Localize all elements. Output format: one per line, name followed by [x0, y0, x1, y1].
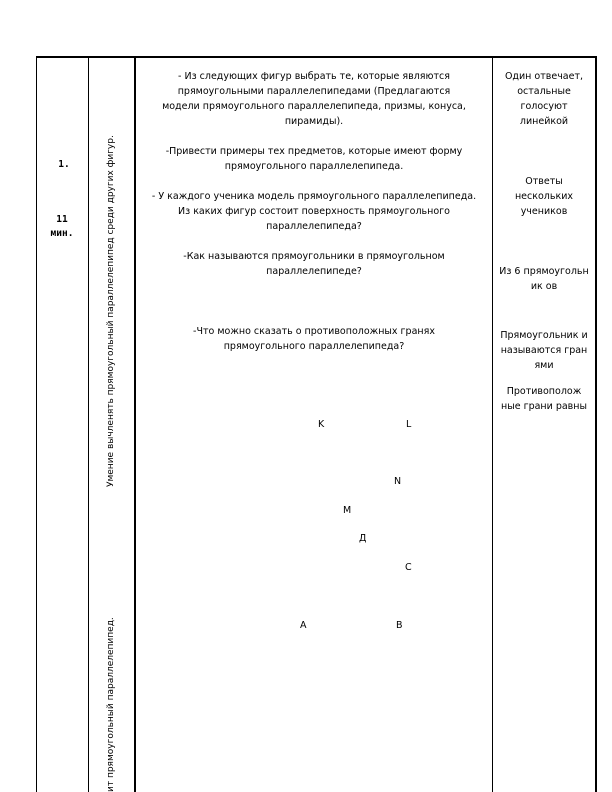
vertex-l: L: [406, 419, 412, 430]
vertex-d: Д: [359, 533, 367, 544]
column-divider: [492, 56, 493, 792]
question-3: - У каждого ученика модель прямоугольного параллелепипеда. Из каких фигур состоит поверхность прямоугольного параллелепипеда?: [151, 191, 477, 232]
column-divider: [134, 56, 136, 792]
teacher-activity: [142, 69, 486, 354]
vertex-m: M: [343, 505, 352, 516]
table-right-border: [595, 56, 597, 792]
answer-2: Ответы нескольких учеников: [514, 176, 574, 217]
skill-text-2: ит прямоугольный параллелепипед.: [106, 617, 116, 792]
table-top-border: [36, 56, 597, 58]
duration-value: 11: [56, 214, 68, 225]
answer-1: Один отвечает, остальные голосуют линейкой: [504, 71, 584, 127]
vertex-b: B: [396, 620, 403, 631]
question-1: - Из следующих фигур выбрать те, которые являются прямоугольными параллелепипедами (Предлагаются модели прямоугольного параллелепипеда, призмы, конуса, пирамиды).: [162, 71, 466, 127]
duration-unit: мин.: [50, 228, 74, 239]
answer-3: Из 6 прямоугольник ов: [499, 266, 589, 292]
vertex-c: C: [405, 562, 412, 573]
question-2: -Привести примеры тех предметов, которые имеют форму прямоугольного параллелепипеда.: [165, 146, 463, 172]
question-4: -Как называются прямоугольники в прямоугольном параллелепипеде?: [183, 251, 445, 277]
duration: [40, 213, 84, 241]
vertex-a: A: [300, 620, 307, 631]
skill-text-1: Умение вычленять прямоугольный параллелепипед среди других фигур.: [106, 135, 116, 487]
answer-5: Противополож ные грани равны: [501, 386, 587, 412]
vertex-n: N: [394, 476, 402, 487]
step-number: 1.: [58, 159, 70, 170]
table-left-border: [36, 56, 37, 792]
vertex-k: K: [318, 419, 325, 430]
question-5: -Что можно сказать о противоположных гранях прямоугольного параллелепипеда?: [193, 326, 435, 352]
answer-4: Прямоугольник и называются гранями: [500, 330, 588, 371]
column-divider: [88, 56, 89, 792]
student-activity: [495, 69, 593, 414]
